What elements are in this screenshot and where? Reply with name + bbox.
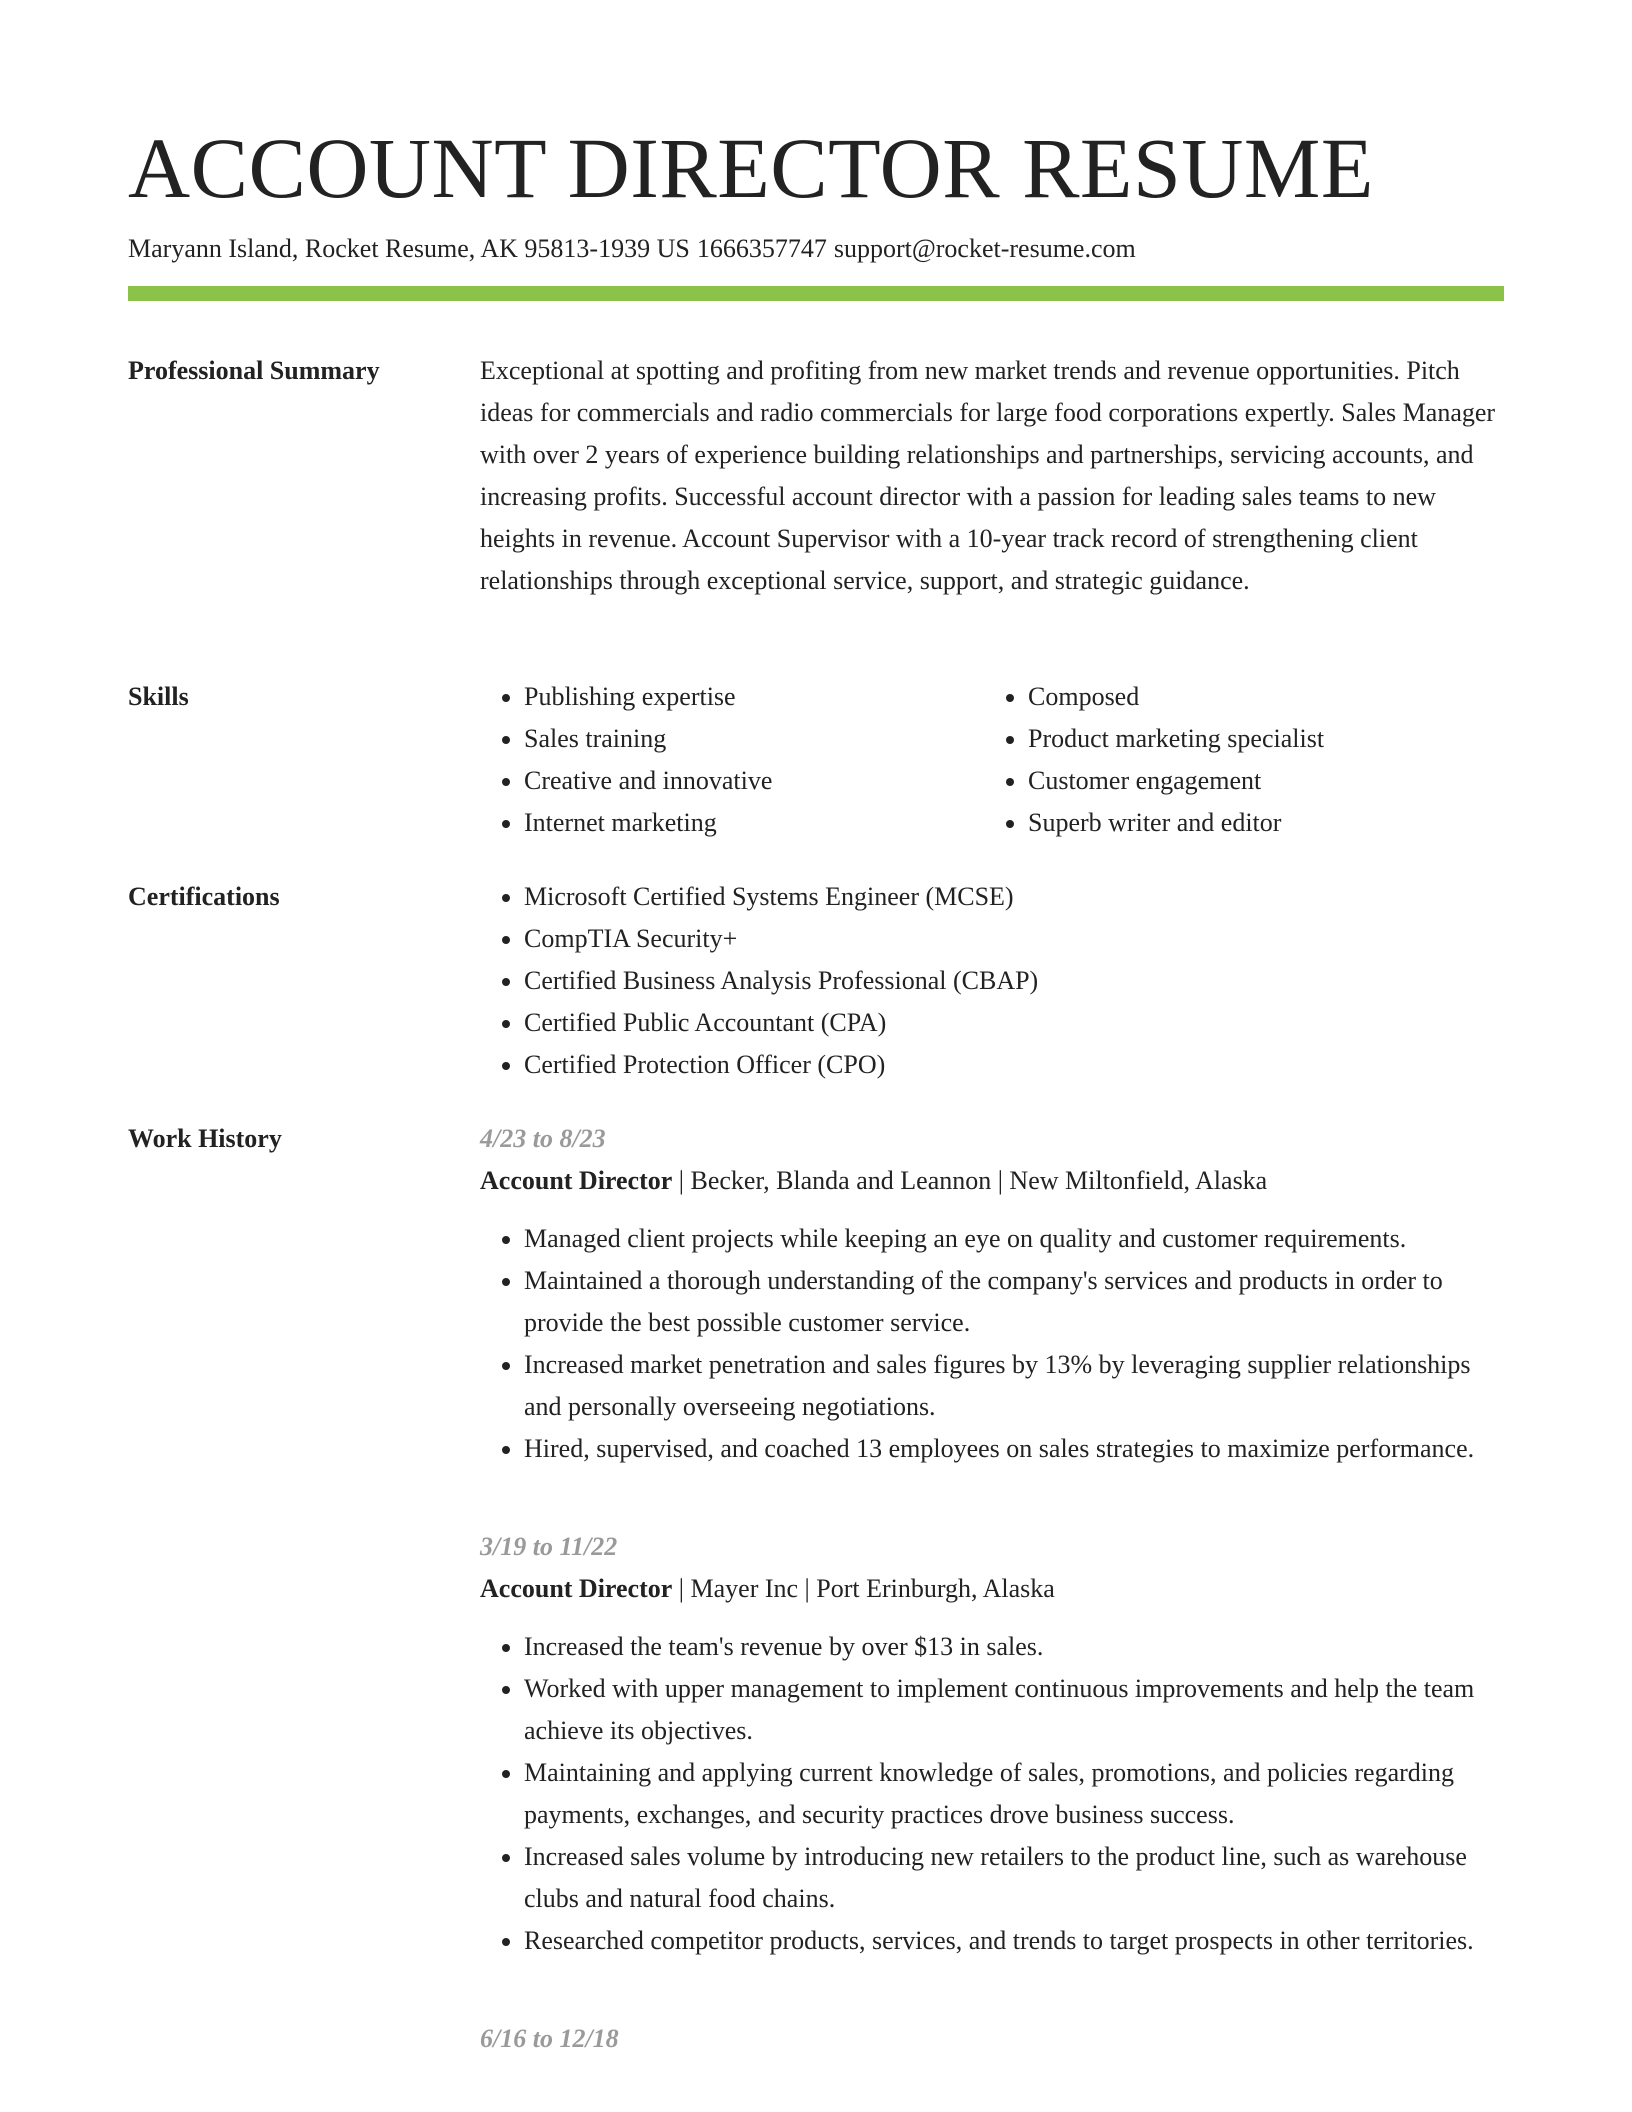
job-title: Account Director [480, 1574, 673, 1603]
contact-address: Maryann Island, Rocket Resume, AK 95813-1939 US [128, 234, 690, 263]
job-details: | Becker, Blanda and Leannon | New Miltonfield, Alaska [672, 1166, 1268, 1195]
job-entry [480, 1526, 1504, 1962]
page-title: ACCOUNT DIRECTOR RESUME [128, 120, 1374, 216]
job-heading [480, 1568, 1504, 1610]
job-bullet: • Increased sales volume by introducing new retailers to the product line, such as warehouse clubs and natural food chains. [524, 1836, 1504, 1920]
job-bullet: • Maintaining and applying current knowledge of sales, promotions, and policies regarding payments, exchanges, and security practices drove business success. [524, 1752, 1504, 1836]
job-bullet: • Managed client projects while keeping an eye on quality and customer requirements. [524, 1218, 1504, 1260]
skills-list [480, 676, 1504, 844]
contact-email: support@rocket-resume.com [833, 234, 1136, 263]
job-details: | Mayer Inc | Port Erinburgh, Alaska [672, 1574, 1055, 1603]
job-entry [480, 2018, 1504, 2060]
skill-item: • Superb writer and editor [1028, 802, 1488, 844]
certification-item: • Microsoft Certified Systems Engineer (MCSE) [524, 876, 1504, 918]
work-history-body [480, 1118, 1504, 2060]
skill-item: • Product marketing specialist [1028, 718, 1488, 760]
certifications-body [480, 876, 1504, 1086]
job-bullet: • Maintained a thorough understanding of the company's services and products in order to provide the best possible customer service. [524, 1260, 1504, 1344]
certification-item: • Certified Protection Officer (CPO) [524, 1044, 1504, 1086]
summary-text: Exceptional at spotting and profiting from new market trends and revenue opportunities. Pitch ideas for commercials and radio commercials for large food corporations expertly. Sales Manager with over 2 years of experience building relationships and partnerships, servicing accounts, and increasing profits. Successful account director with a passion for leading sales teams to new heights in revenue. Account Supervisor with a 10-year track record of strengthening client relationships through exceptional service, support, and strategic guidance. [480, 356, 1496, 595]
skills-column-right [984, 676, 1488, 844]
job-bullet: • Increased market penetration and sales figures by 13% by leveraging supplier relationships and personally overseeing negotiations. [524, 1344, 1504, 1428]
certification-item: • CompTIA Security+ [524, 918, 1504, 960]
job-entry [480, 1118, 1504, 1470]
job-dates: 6/16 to 12/18 [480, 2024, 619, 2053]
skill-item: • Customer engagement [1028, 760, 1488, 802]
job-bullet: • Hired, supervised, and coached 13 employees on sales strategies to maximize performance. [524, 1428, 1504, 1470]
skills-heading: Skills [128, 682, 189, 711]
certifications-list [480, 876, 1504, 1086]
skill-item: • Internet marketing [524, 802, 984, 844]
contact-line [128, 232, 1136, 266]
skill-item: • Publishing expertise [524, 676, 984, 718]
skill-item: • Creative and innovative [524, 760, 984, 802]
job-title: Account Director [480, 1166, 673, 1195]
job-bullets [480, 1218, 1504, 1470]
skills-column-left [480, 676, 984, 844]
job-dates: 3/19 to 11/22 [480, 1532, 618, 1561]
job-dates: 4/23 to 8/23 [480, 1124, 606, 1153]
skill-item: • Composed [1028, 676, 1488, 718]
certification-item: • Certified Business Analysis Professional (CBAP) [524, 960, 1504, 1002]
certification-item: • Certified Public Accountant (CPA) [524, 1002, 1504, 1044]
job-bullet: • Increased the team's revenue by over $13 in sales. [524, 1626, 1504, 1668]
summary-body [480, 350, 1504, 602]
job-bullet: • Worked with upper management to implement continuous improvements and help the team achieve its objectives. [524, 1668, 1504, 1752]
certifications-heading: Certifications [128, 882, 280, 911]
job-heading [480, 1160, 1504, 1202]
summary-heading: Professional Summary [128, 356, 380, 385]
job-bullet: • Researched competitor products, services, and trends to target prospects in other territories. [524, 1920, 1504, 1962]
job-bullets [480, 1626, 1504, 1962]
header-divider [128, 286, 1504, 301]
work-history-heading: Work History [128, 1124, 282, 1153]
contact-phone: 1666357747 [696, 234, 827, 263]
skill-item: • Sales training [524, 718, 984, 760]
